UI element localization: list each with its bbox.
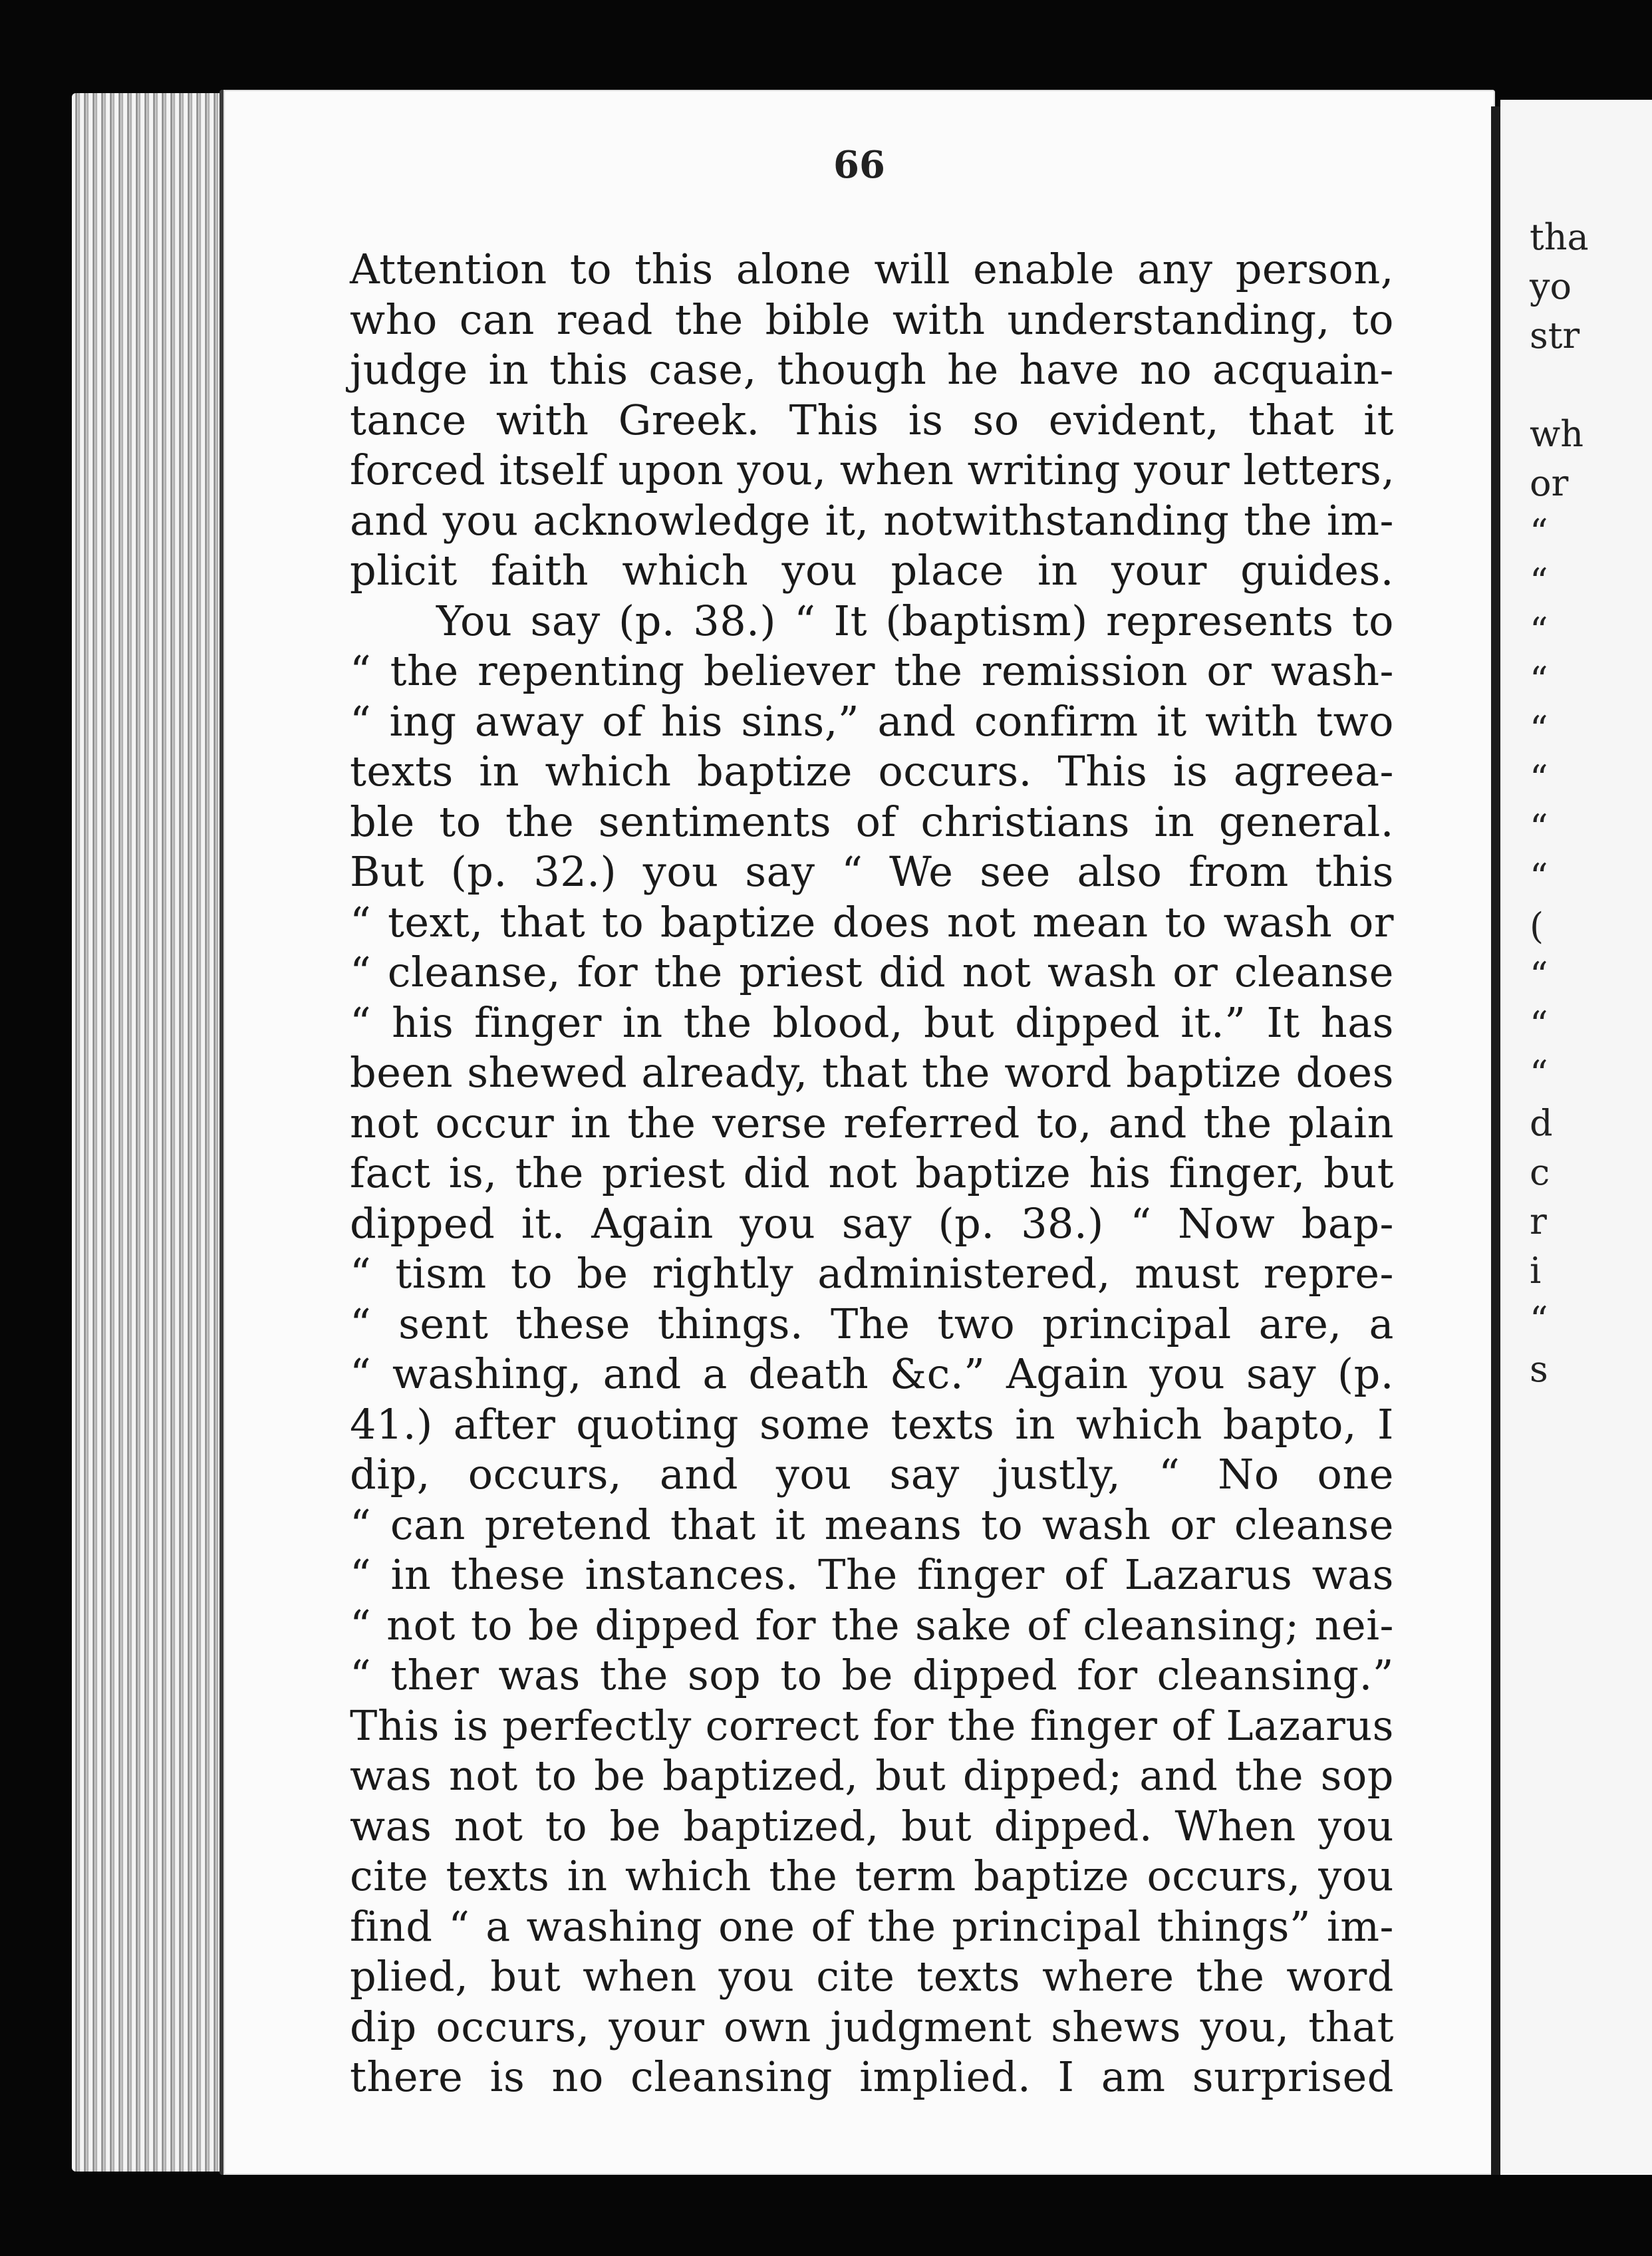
book-page xyxy=(219,90,1495,2175)
facing-page-fragment: “ xyxy=(1530,1053,1548,1095)
text-line: “ can pretend that it means to wash or cleanse xyxy=(350,1500,1394,1549)
text-line: and you acknowledge it, notwithstanding the im- xyxy=(350,495,1394,545)
facing-page-fragment: “ xyxy=(1530,856,1548,898)
facing-page-fragment: “ xyxy=(1530,561,1548,603)
facing-page-fragment: “ xyxy=(1530,659,1548,701)
text-line: tance with Greek. This is so evident, that it xyxy=(350,395,1394,444)
text-line: “ not to be dipped for the sake of cleansing; nei- xyxy=(350,1600,1394,1649)
book-page-edges xyxy=(72,93,231,2172)
text-line: “ tism to be rightly administered, must repre- xyxy=(350,1249,1394,1298)
facing-page-fragment: “ xyxy=(1530,954,1548,996)
text-line: was not to be baptized, but dipped; and the sop xyxy=(350,1751,1394,1800)
text-line: who can read the bible with understanding, to xyxy=(350,295,1394,344)
text-line: forced itself upon you, when writing your letters, xyxy=(350,446,1395,494)
text-line: dip, occurs, and you say justly, “ No one xyxy=(350,1450,1394,1498)
text-line: “ cleanse, for the priest did not wash or cleanse xyxy=(350,948,1394,996)
text-line: “ ther was the sop to be dipped for cleansing.” xyxy=(350,1651,1394,1699)
text-line: But (p. 32.) you say “ We see also from this xyxy=(350,847,1394,896)
text-line: cite texts in which the term baptize occurs, you xyxy=(350,1852,1394,1900)
facing-page-fragment: “ xyxy=(1530,1299,1548,1341)
text-line: This is perfectly correct for the finger of Lazarus xyxy=(350,1701,1394,1750)
facing-page-fragment: tha xyxy=(1530,216,1589,258)
text-line: “ washing, and a death &c.” Again you say (p. xyxy=(350,1349,1394,1398)
text-line: texts in which baptize occurs. This is agreea- xyxy=(350,747,1394,795)
text-line: ble to the sentiments of christians in general. xyxy=(350,797,1394,846)
facing-page-fragment: yo xyxy=(1530,265,1572,307)
facing-page-text-fragments xyxy=(1530,213,1589,1394)
text-line: plied, but when you cite texts where the word xyxy=(350,1952,1394,2001)
page-body-text xyxy=(350,244,1394,2102)
facing-page-fragment: “ xyxy=(1530,511,1548,553)
text-line: was not to be baptized, but dipped. When you xyxy=(350,1801,1394,1850)
text-line: “ his finger in the blood, but dipped it.” It has xyxy=(350,998,1394,1047)
facing-page-fragment: d xyxy=(1530,1102,1553,1144)
facing-page-fragment: or xyxy=(1530,462,1569,504)
book-spine xyxy=(1491,106,1500,2175)
text-line: there is no cleansing implied. I am surprised xyxy=(350,2052,1394,2101)
text-line: dip occurs, your own judgment shews you, that xyxy=(350,2002,1394,2051)
facing-page-fragment: “ xyxy=(1530,708,1548,750)
facing-page-fragment: ( xyxy=(1530,905,1544,947)
text-line: dipped it. Again you say (p. 38.) “ Now bap- xyxy=(350,1198,1394,1248)
page-number: 66 xyxy=(833,143,885,187)
text-line: not occur in the verse referred to, and the plain xyxy=(350,1098,1394,1147)
text-line: “ sent these things. The two principal are, a xyxy=(350,1299,1394,1348)
text-line: 41.) after quoting some texts in which bapto, I xyxy=(350,1399,1394,1449)
text-line: Attention to this alone will enable any person, xyxy=(350,245,1394,293)
text-line: “ text, that to baptize does not mean to wash or xyxy=(350,897,1394,946)
text-line: been shewed already, that the word baptize does xyxy=(350,1048,1394,1097)
text-line: “ ing away of his sins,” and confirm it with two xyxy=(350,696,1394,746)
facing-page-fragment: “ xyxy=(1530,758,1548,799)
text-line: “ the repenting believer the remission or wash- xyxy=(350,646,1394,695)
facing-page-fragment: c xyxy=(1530,1151,1550,1193)
facing-page-fragment: “ xyxy=(1530,807,1548,849)
facing-page-fragment: s xyxy=(1530,1348,1548,1390)
text-line: “ in these instances. The finger of Lazarus was xyxy=(350,1550,1394,1599)
text-line: fact is, the priest did not baptize his finger, but xyxy=(350,1149,1394,1197)
text-line: plicit faith which you place in your guides. xyxy=(350,546,1394,595)
text-line: find “ a washing one of the principal things” im- xyxy=(350,1902,1394,1951)
facing-page-fragment: r xyxy=(1530,1200,1547,1242)
facing-page-fragment: wh xyxy=(1530,413,1583,455)
text-line: judge in this case, though he have no acquain- xyxy=(350,345,1394,394)
facing-page-fragment: i xyxy=(1530,1250,1542,1292)
facing-page-fragment: “ xyxy=(1530,610,1548,652)
facing-page-fragment xyxy=(1530,360,1589,410)
facing-page-fragment: “ xyxy=(1530,1004,1548,1046)
facing-page-fragment: str xyxy=(1530,315,1580,356)
text-line: You say (p. 38.) “ It (baptism) represents to xyxy=(436,596,1394,645)
